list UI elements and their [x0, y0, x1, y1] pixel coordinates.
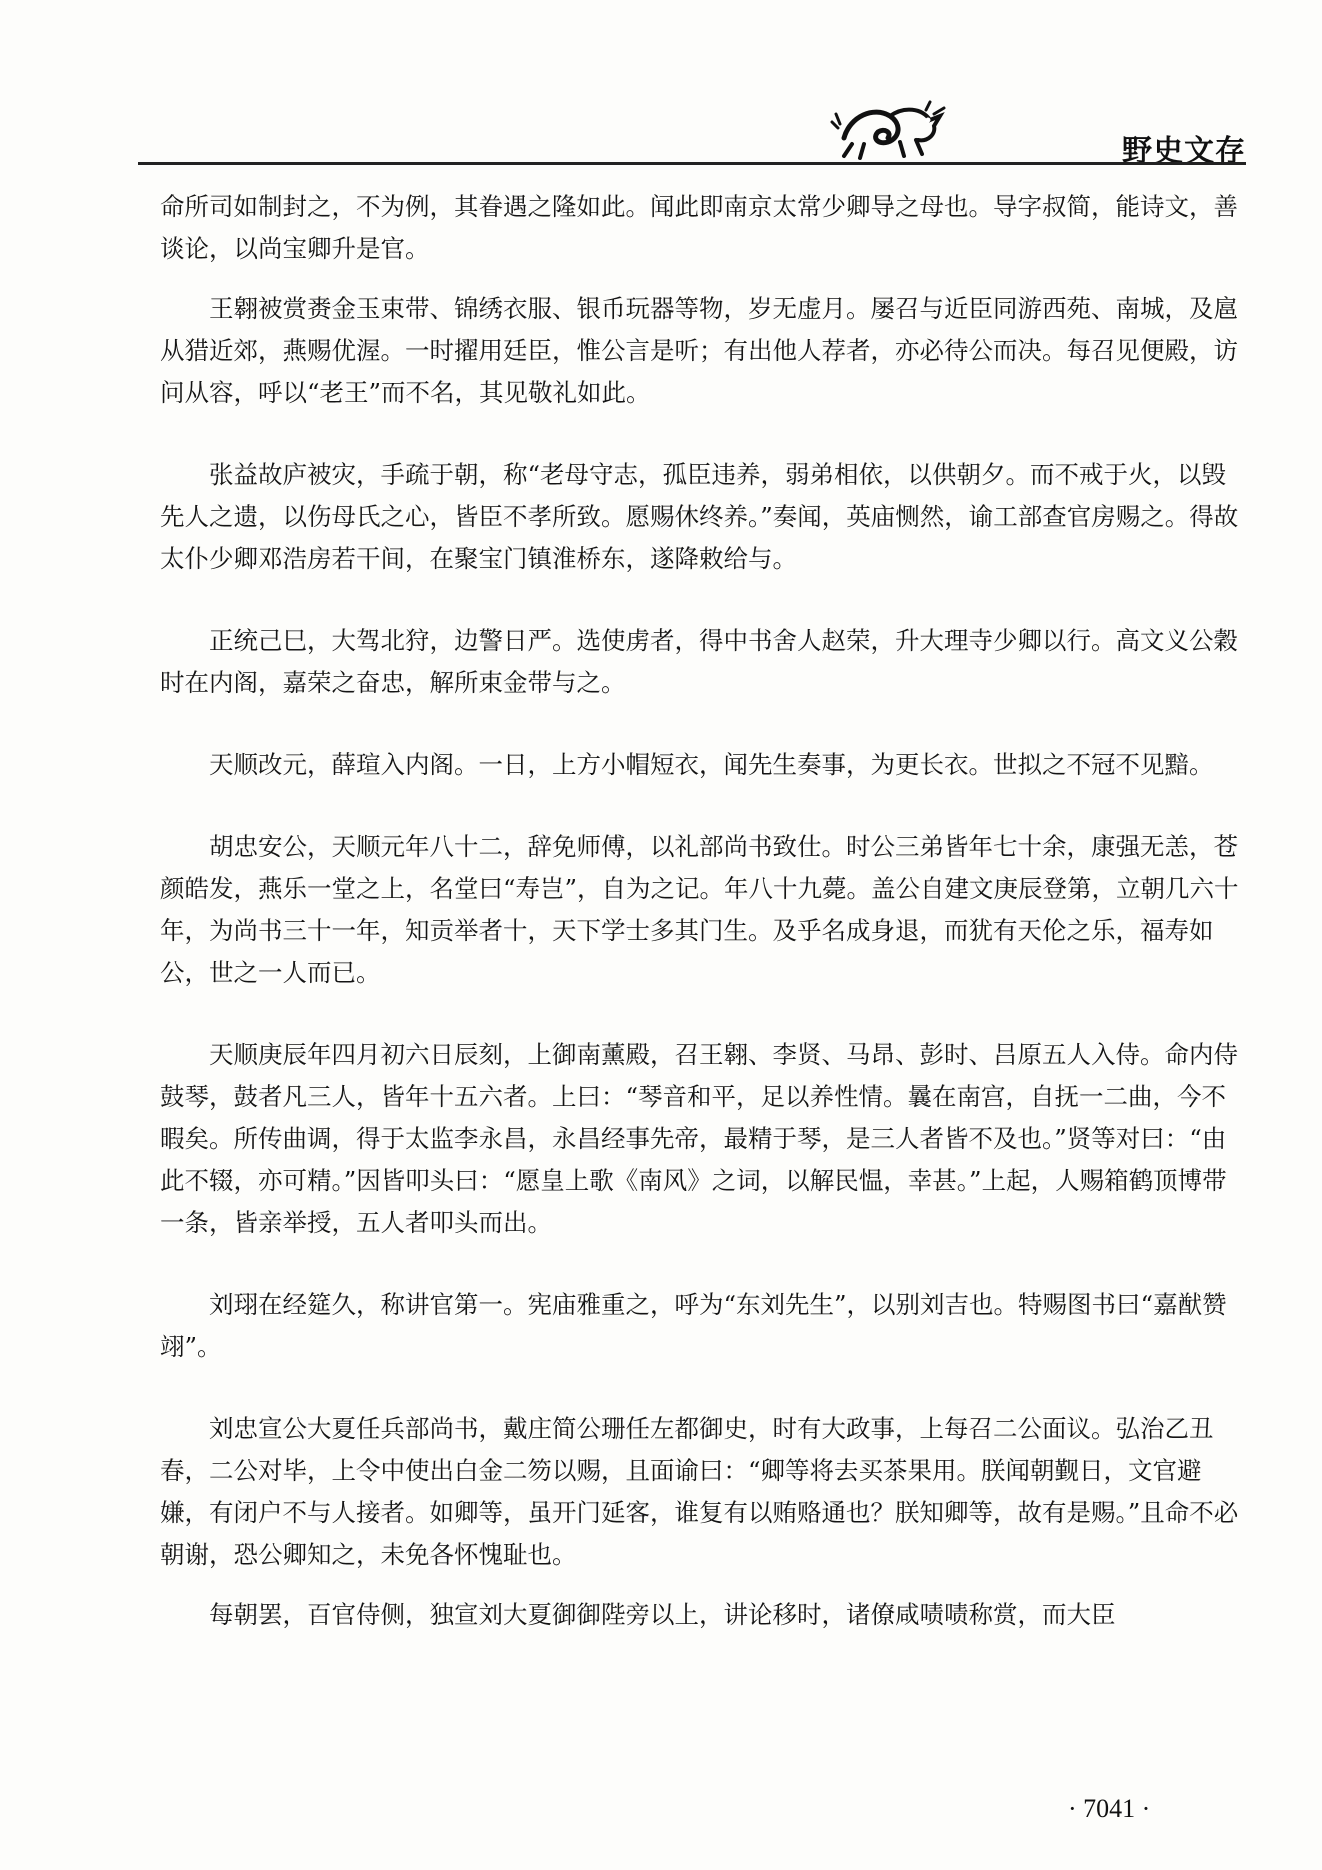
page-number: · 7041 · — [1068, 1794, 1151, 1823]
running-header — [820, 92, 1250, 170]
paragraph: 每朝罢，百官侍侧，独宣刘大夏御御陛旁以上，讲论移时，诸僚咸啧啧称赏，而大臣 — [209, 1600, 1116, 1629]
series-title: 野史文存 — [1122, 134, 1246, 169]
text-body — [160, 186, 1248, 1636]
paragraph: 正统己巳，大驾北狩，边警日严。选使虏者，得中书舍人赵荣，升大理寺少卿以行。高文义公穀时在内阁，嘉荣之奋忠，解所束金带与之。 — [160, 626, 1238, 697]
paragraph: 刘珝在经筵久，称讲官第一。宪庙雅重之，呼为“东刘先生”，以别刘吉也。特赐图书曰“嘉猷赞翊”。 — [160, 1290, 1227, 1361]
paragraph: 命所司如制封之，不为例，其眷遇之隆如此。闻此即南京太常少卿导之母也。导字叔简，能诗文，善谈论，以尚宝卿升是官。 — [160, 192, 1238, 263]
paragraph: 王翱被赏赉金玉束带、锦绣衣服、银币玩器等物，岁无虚月。屡召与近臣同游西苑、南城，及扈从猎近郊，燕赐优渥。一时擢用廷臣，惟公言是听；有出他人荐者，亦必待公而决。每召见便殿，访问从容，呼以“老王”而不名，其见敬礼如此。 — [160, 294, 1238, 407]
paragraph: 张益故庐被灾，手疏于朝，称“老母守志，孤臣违养，弱弟相依，以供朝夕。而不戒于火，以毁先人之遗，以伤母氏之心，皆臣不孝所致。愿赐休终养。”奏闻，英庙恻然，谕工部查官房赐之。得故太仆少卿邓浩房若干间，在聚宝门镇淮桥东，遂降敕给与。 — [160, 460, 1239, 573]
header-rule — [138, 162, 1246, 165]
paragraph: 胡忠安公，天顺元年八十二，辞免师傅，以礼部尚书致仕。时公三弟皆年七十余，康强无恙，苍颜皓发，燕乐一堂之上，名堂曰“寿岂”，自为之记。年八十九薨。盖公自建文庚辰登第，立朝几六十年，为尚书三十一年，知贡举者十，天下学士多其门生。及乎名成身退，而犹有天伦之乐，福寿如公，世之一人而已。 — [160, 832, 1239, 987]
paragraph: 天顺改元，薛瑄入内阁。一日，上方小帽短衣，闻先生奏事，为更长衣。世拟之不冠不见黯。 — [209, 750, 1214, 779]
paragraph: 天顺庚辰年四月初六日辰刻，上御南薰殿，召王翱、李贤、马昂、彭时、吕原五人入侍。命内侍鼓琴，鼓者凡三人，皆年十五六者。上曰：“琴音和平，足以养性情。曩在南宫，自抚一二曲，今不暇矣。所传曲调，得于太监李永昌，永昌经事先帝，最精于琴，是三人者皆不及也。”贤等对曰：“由此不辍，亦可精。”因皆叩头曰：“愿皇上歌《南风》之词，以解民愠，幸甚。”上起，人赐箱鹤顶博带一条，皆亲举授，五人者叩头而出。 — [160, 1040, 1238, 1237]
dragon-logo-icon — [830, 98, 950, 164]
paragraph: 刘忠宣公大夏任兵部尚书，戴庄简公珊任左都御史，时有大政事，上每召二公面议。弘治乙丑春，二公对毕，上令中使出白金二笏以赐，且面谕曰：“卿等将去买茶果用。朕闻朝觐日，文官避嫌，有闭户不与人接者。如卿等，虽开门延客，谁复有以贿赂通也？朕知卿等，故有是赐。”且命不必朝谢，恐公卿知之，未免各怀愧耻也。 — [160, 1414, 1239, 1569]
